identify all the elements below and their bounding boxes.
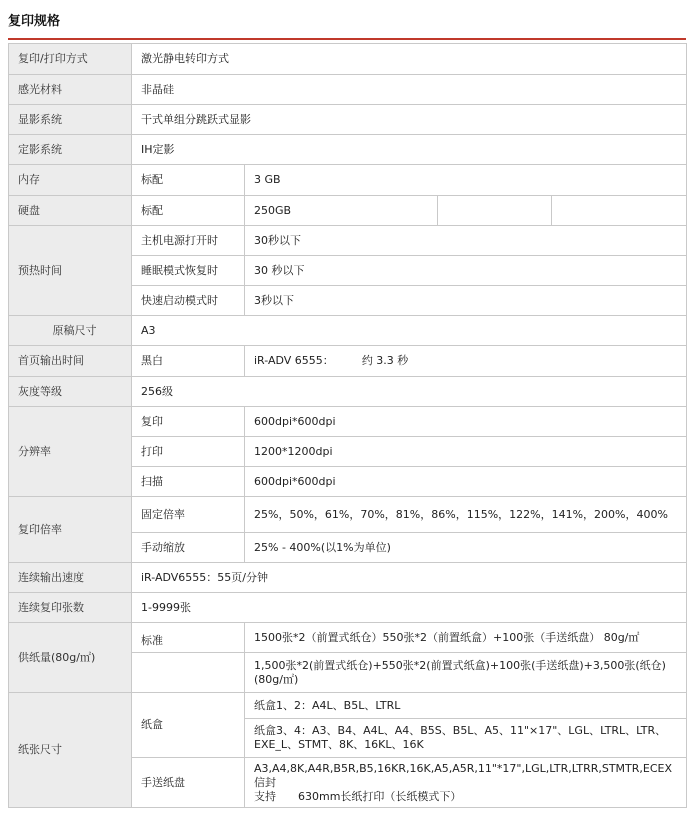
row-label-copy-method: 复印/打印方式	[9, 44, 132, 75]
row-value-memory: 3 GB	[245, 165, 687, 196]
row-value-speed: iR-ADV6555：55页/分钟	[132, 563, 687, 593]
row-value-paper-capacity: 1500张*2（前置式纸仓）550张*2（前置纸盒）+100张（手送纸盘） 80g/㎡	[245, 623, 687, 653]
row-sub-warmup: 主机电源打开时	[132, 226, 245, 256]
row-label-grayscale: 灰度等级	[9, 377, 132, 407]
row-sub-warmup: 睡眠模式恢复时	[132, 256, 245, 286]
row-value-resolution: 600dpi*600dpi	[245, 467, 687, 497]
table-row	[9, 407, 687, 437]
bypass-envelope: 信封	[254, 775, 276, 789]
table-row	[9, 377, 687, 407]
row-value-cassette-2: 纸盒3、4：A3、B4、A4L、A4、B5S、B5L、A5、11"×17"、LGL、LTRL、LTR、EXE_L、STMT、8K、16KL、16K	[245, 719, 687, 758]
bypass-long-paper: 支持 630mm长纸打印（长纸模式下）	[254, 789, 462, 803]
row-value-original-size: A3	[132, 316, 687, 346]
row-label-photoconductor: 感光材料	[9, 75, 132, 105]
row-label-original-size: 原稿尺寸	[9, 316, 132, 346]
table-row	[9, 75, 687, 105]
row-sub-resolution: 打印	[132, 437, 245, 467]
table-row	[9, 563, 687, 593]
row-label-continuous: 连续复印张数	[9, 593, 132, 623]
table-row	[9, 693, 687, 719]
row-value-bypass	[245, 758, 687, 808]
row-value-fixing: IH定影	[132, 135, 687, 165]
row-label-memory: 内存	[9, 165, 132, 196]
empty-cell	[552, 196, 687, 226]
row-sub-memory: 标配	[132, 165, 245, 196]
row-value-magnification: 25%，50%，61%，70%，81%，86%，115%，122%，141%，200%，400%	[245, 497, 687, 533]
row-value-photoconductor: 非晶硅	[132, 75, 687, 105]
row-value-warmup: 30 秒以下	[245, 256, 687, 286]
row-value-warmup: 3秒以下	[245, 286, 687, 316]
row-sub-magnification: 手动缩放	[132, 533, 245, 563]
row-value-resolution: 1200*1200dpi	[245, 437, 687, 467]
row-sub-first-copy: 黑白	[132, 346, 245, 377]
table-row	[9, 316, 687, 346]
row-label-first-copy: 首页输出时间	[9, 346, 132, 377]
row-value-cassette-1: 纸盒1、2：A4L、B5L、LTRL	[245, 693, 687, 719]
row-value-copy-method: 激光静电转印方式	[132, 44, 687, 75]
row-label-magnification: 复印倍率	[9, 497, 132, 563]
row-sub-paper-capacity: 标准	[132, 623, 245, 653]
row-value-resolution: 600dpi*600dpi	[245, 407, 687, 437]
row-value-hdd: 250GB	[245, 196, 438, 226]
row-label-warmup: 预热时间	[9, 226, 132, 316]
row-value-developing: 干式单组分跳跃式显影	[132, 105, 687, 135]
row-sub-resolution: 复印	[132, 407, 245, 437]
row-value-paper-capacity: 1,500张*2(前置式纸仓)+550张*2(前置式纸盒)+100张(手送纸盘)+3,500张(纸仓)(80g/㎡)	[245, 653, 687, 693]
row-label-developing: 显影系统	[9, 105, 132, 135]
row-label-fixing: 定影系统	[9, 135, 132, 165]
row-label-paper-size: 纸张尺寸	[9, 693, 132, 808]
table-row	[9, 346, 687, 377]
bypass-sizes: A3,A4,8K,A4R,B5R,B5,16KR,16K,A5,A5R,11"*17",LGL,LTR,LTRR,STMTR,ECEX	[254, 761, 673, 775]
row-label-paper-capacity: 供纸量(80g/㎡)	[9, 623, 132, 693]
row-sub-resolution: 扫描	[132, 467, 245, 497]
row-sub-warmup: 快速启动模式时	[132, 286, 245, 316]
table-row	[9, 497, 687, 533]
row-value-continuous: 1-9999张	[132, 593, 687, 623]
row-label-speed: 连续输出速度	[9, 563, 132, 593]
title-divider	[8, 38, 686, 40]
row-sub-magnification: 固定倍率	[132, 497, 245, 533]
table-row	[9, 165, 687, 196]
table-row	[9, 226, 687, 256]
row-value-magnification: 25% - 400%(以1%为单位)	[245, 533, 687, 563]
table-row	[9, 196, 687, 226]
row-sub-cassette: 纸盒	[132, 693, 245, 758]
table-row	[9, 623, 687, 653]
table-row	[9, 105, 687, 135]
row-label-resolution: 分辨率	[9, 407, 132, 497]
row-value-warmup: 30秒以下	[245, 226, 687, 256]
table-row	[9, 44, 687, 75]
row-label-hdd: 硬盘	[9, 196, 132, 226]
row-sub-hdd: 标配	[132, 196, 245, 226]
empty-cell	[438, 196, 552, 226]
table-row	[9, 593, 687, 623]
table-row	[9, 135, 687, 165]
model-name: iR-ADV 6555：	[254, 354, 334, 367]
row-sub-bypass: 手送纸盘	[132, 758, 245, 808]
row-sub-paper-capacity	[132, 653, 245, 693]
spec-table	[8, 43, 687, 808]
row-value-grayscale: 256级	[132, 377, 687, 407]
page-title: 复印规格	[8, 14, 61, 29]
row-value-first-copy	[245, 346, 687, 377]
first-copy-time: 约 3.3 秒	[361, 354, 409, 367]
